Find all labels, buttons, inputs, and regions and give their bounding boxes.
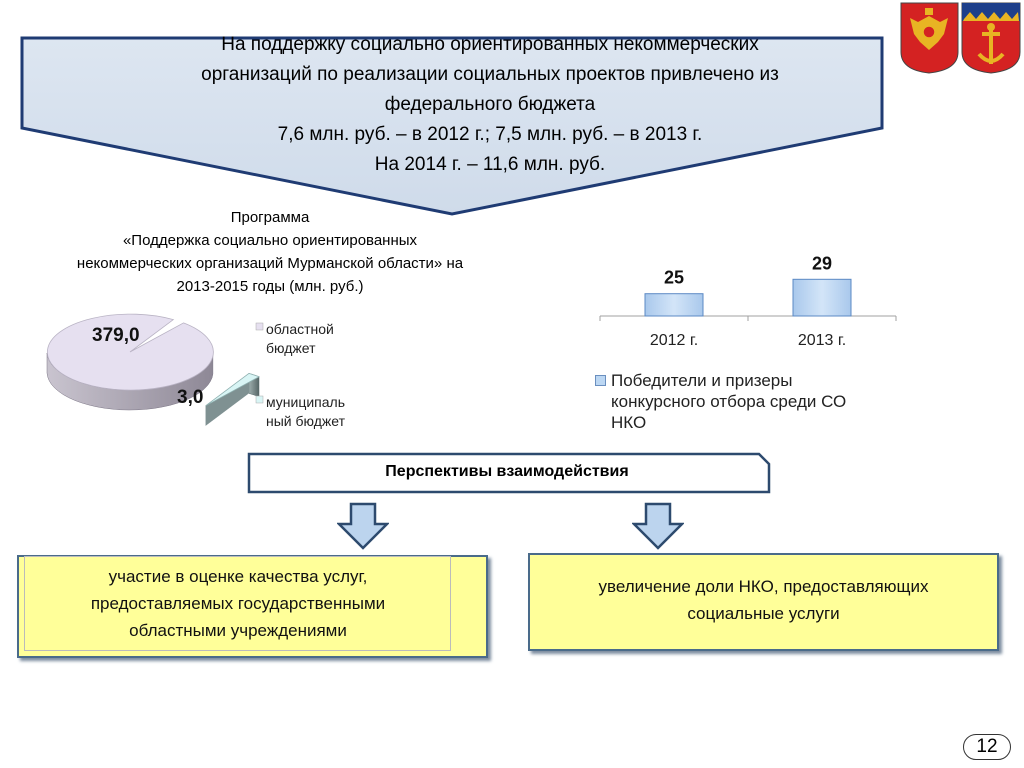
left-perspective-text — [28, 563, 448, 644]
pie-chart — [0, 300, 400, 460]
bar-category-label: 2012 г. — [649, 332, 699, 349]
down-arrow-icon — [632, 502, 684, 550]
pie-legend-line: бюджет — [266, 340, 316, 356]
bar-2013 г. — [793, 279, 851, 316]
program-title — [10, 206, 530, 298]
pie-legend-line: муниципаль — [266, 394, 346, 410]
program-title-line: 2013-2015 годы (млн. руб.) — [176, 278, 364, 295]
pie-data-label: 3,0 — [177, 387, 204, 408]
murmansk-coat-of-arms-icon — [962, 3, 1020, 73]
emblems — [898, 0, 1024, 76]
bar-legend-line: НКО — [611, 413, 647, 432]
pie-legend-regional — [266, 320, 334, 358]
bar-legend-swatch — [595, 375, 606, 386]
left-perspective-line: участие в оценке качества услуг, — [108, 567, 368, 586]
bar-category-label: 2013 г. — [797, 332, 847, 349]
program-title-line: Программа — [230, 209, 310, 226]
left-perspective-line: областными учреждениями — [129, 621, 347, 640]
right-perspective-line: увеличение доли НКО, предоставляющих — [598, 577, 929, 596]
bar-2012 г. — [645, 294, 703, 316]
legend-swatch-municipal — [256, 396, 263, 403]
bar-data-label: 29 — [811, 253, 833, 274]
legend-swatch-regional — [256, 323, 263, 330]
banner-line: На 2014 г. – 11,6 млн. руб. — [374, 154, 606, 175]
page-number: 12 — [963, 734, 1011, 760]
banner-line: федерального бюджета — [384, 94, 596, 115]
bar-legend-line: Победители и призеры — [611, 371, 793, 390]
pie-data-label: 379,0 — [92, 325, 140, 346]
program-title-line: «Поддержка социально ориентированных — [122, 232, 418, 249]
down-arrow-icon — [337, 502, 389, 550]
pie-legend-line: ный бюджет — [266, 413, 345, 429]
banner-line: организаций по реализации социальных проектов привлечено из — [201, 64, 779, 85]
banner-line: На поддержку социально ориентированных некоммерческих — [221, 34, 759, 55]
banner-line: 7,6 млн. руб. – в 2012 г.; 7,5 млн. руб. – в 2013 г. — [277, 124, 703, 145]
left-perspective-line: предоставляемых государственными — [90, 594, 386, 613]
bar-data-label: 25 — [663, 267, 685, 288]
pie-legend-line: областной — [266, 321, 334, 337]
pie-legend-municipal — [266, 393, 345, 431]
bar-chart — [590, 170, 910, 360]
bar-legend — [595, 370, 925, 433]
bar-legend-line: конкурсного отбора среди СО — [611, 392, 847, 411]
perspectives-title: Перспективы взаимодействия — [385, 463, 629, 480]
right-perspective-text — [530, 573, 997, 627]
program-title-line: некоммерческих организаций Мурманской области» на — [76, 255, 464, 272]
banner-text — [90, 30, 890, 180]
russia-coat-of-arms-icon — [901, 3, 958, 73]
right-perspective-line: социальные услуги — [687, 604, 840, 623]
